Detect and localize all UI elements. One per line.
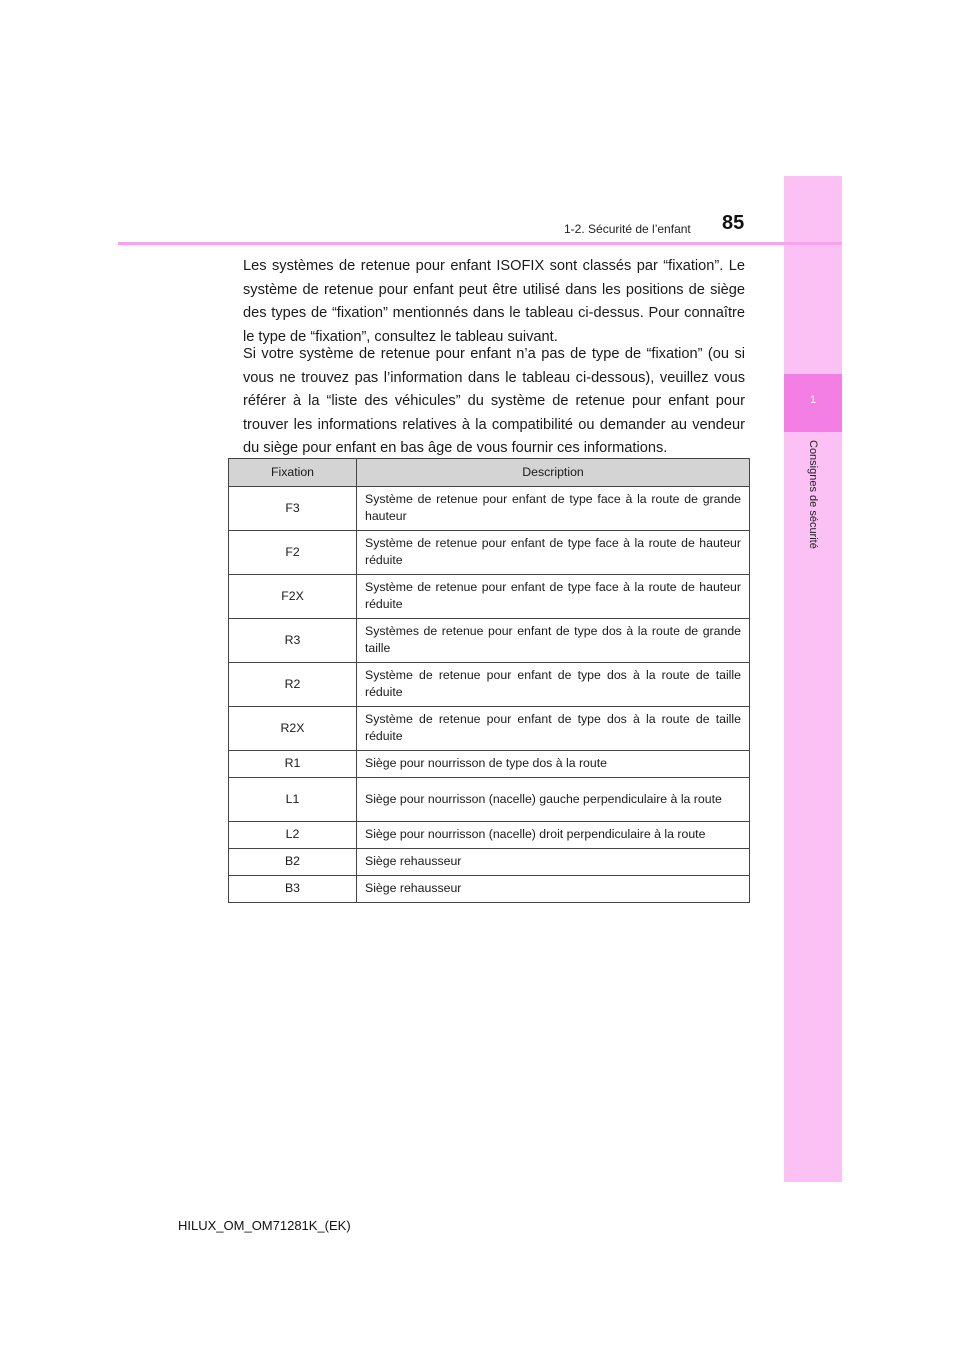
page-number: 85 bbox=[722, 212, 745, 234]
column-header-fixation: Fixation bbox=[229, 459, 357, 487]
chapter-side-tab bbox=[784, 176, 842, 1182]
fixation-description: Siège rehausseur bbox=[357, 876, 750, 903]
table-row bbox=[229, 487, 750, 531]
paragraph-fixation-intro: Les systèmes de retenue pour enfant ISOFIX sont classés par “fixation”. Le système de retenue pour enfant peut être utilisé dans les positions de siège des types de “fixation” mentionnés dans le tableau ci-dessus. Pour connaître le type de “fixation”, consultez le tableau suivant. bbox=[243, 258, 745, 345]
fixation-code: R2 bbox=[229, 663, 357, 707]
fixation-description: Système de retenue pour enfant de type face à la route de grande hauteur bbox=[357, 487, 750, 531]
fixation-code: R1 bbox=[229, 751, 357, 778]
chapter-number: 1 bbox=[809, 394, 817, 406]
fixation-code: F2X bbox=[229, 575, 357, 619]
fixation-description: Système de retenue pour enfant de type dos à la route de taille réduite bbox=[357, 663, 750, 707]
table-row bbox=[229, 849, 750, 876]
fixation-description: Siège pour nourrisson de type dos à la route bbox=[357, 751, 750, 778]
table-row bbox=[229, 575, 750, 619]
table-row bbox=[229, 876, 750, 903]
fixation-description: Siège rehausseur bbox=[357, 849, 750, 876]
chapter-title: Consignes de sécurité bbox=[807, 440, 819, 549]
fixation-code: L2 bbox=[229, 822, 357, 849]
table-row bbox=[229, 751, 750, 778]
table-row bbox=[229, 663, 750, 707]
fixation-description: Siège pour nourrisson (nacelle) gauche perpendiculaire à la route bbox=[357, 778, 750, 822]
table-row bbox=[229, 707, 750, 751]
table-header-row bbox=[229, 459, 750, 487]
fixation-code: L1 bbox=[229, 778, 357, 822]
table-row bbox=[229, 619, 750, 663]
fixation-description: Systèmes de retenue pour enfant de type dos à la route de grande taille bbox=[357, 619, 750, 663]
fixation-description: Système de retenue pour enfant de type dos à la route de taille réduite bbox=[357, 707, 750, 751]
table-row bbox=[229, 531, 750, 575]
paragraph-no-fixation: Si votre système de retenue pour enfant n’a pas de type de “fixation” (ou si vous ne trouvez pas l’information dans le tableau ci-dessous), veuillez vous référer à la “liste des véhicules” du système de retenue pour enfant pour trouver les informations relatives à la compatibilité ou demander au vendeur du siège pour enfant en bas âge de vous fournir ces informations. bbox=[243, 346, 745, 456]
fixation-code: R3 bbox=[229, 619, 357, 663]
header-rule bbox=[118, 242, 842, 245]
table-row bbox=[229, 822, 750, 849]
fixation-code: B3 bbox=[229, 876, 357, 903]
section-title: 1-2. Sécurité de l’enfant bbox=[564, 222, 691, 236]
document-code: HILUX_OM_OM71281K_(EK) bbox=[178, 1218, 351, 1233]
table-row bbox=[229, 778, 750, 822]
fixation-code: F2 bbox=[229, 531, 357, 575]
fixation-table bbox=[228, 458, 750, 903]
fixation-code: B2 bbox=[229, 849, 357, 876]
fixation-description: Système de retenue pour enfant de type face à la route de hauteur réduite bbox=[357, 575, 750, 619]
fixation-description: Siège pour nourrisson (nacelle) droit perpendiculaire à la route bbox=[357, 822, 750, 849]
fixation-code: F3 bbox=[229, 487, 357, 531]
fixation-code: R2X bbox=[229, 707, 357, 751]
column-header-description: Description bbox=[357, 459, 750, 487]
fixation-description: Système de retenue pour enfant de type face à la route de hauteur réduite bbox=[357, 531, 750, 575]
